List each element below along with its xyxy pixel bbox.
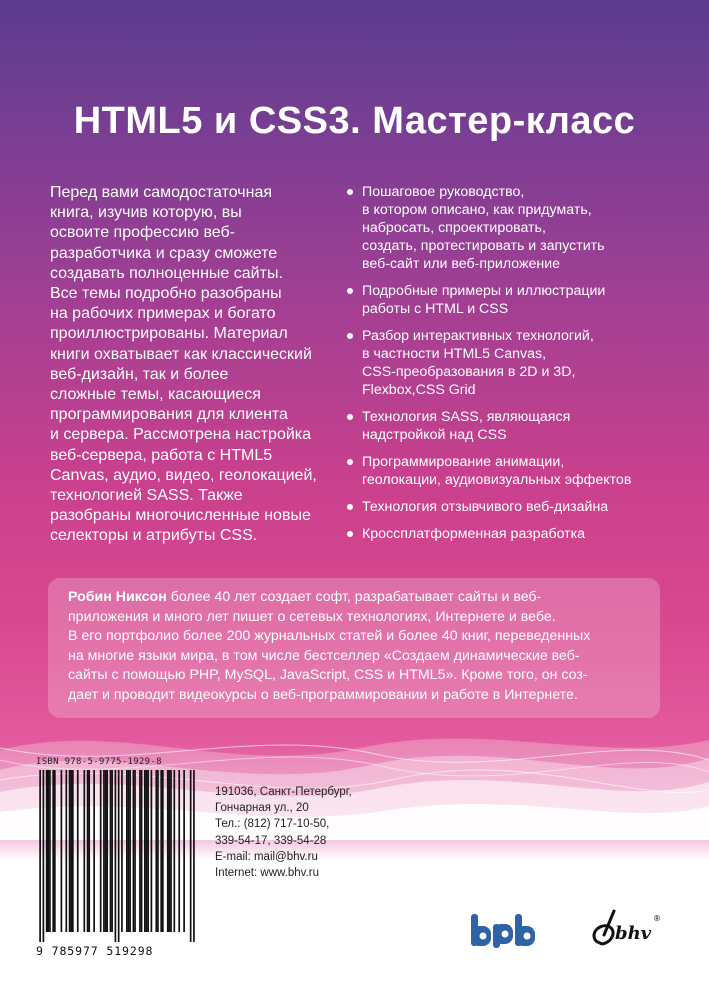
barcode-bar (106, 770, 108, 932)
author-line: дает и проводит видеокурсы о веб-программировании и работе в Интернете. (68, 686, 578, 703)
barcode-bar (144, 770, 146, 932)
description-line: проиллюстрированы. Материал (50, 325, 288, 343)
barcode-bar (151, 770, 153, 932)
description-line: книга, изучив которую, вы (50, 204, 242, 222)
barcode-bar (43, 770, 45, 942)
barcode-bar (52, 770, 54, 932)
barcode-bar (46, 770, 48, 932)
feature-item (344, 282, 674, 318)
address-line: 339-54-17, 339-54-28 (215, 834, 327, 847)
feature-line: Разбор интерактивных технологий, (362, 328, 594, 344)
description-line: селекторы и атрибуты CSS. (50, 527, 258, 545)
barcode-bar (155, 770, 157, 932)
barcode-bar (105, 770, 107, 932)
barcode-bar (100, 770, 102, 932)
barcode-bar (118, 770, 120, 942)
description-line: Перед вами самодостаточная (50, 184, 273, 201)
feature-line: веб-сайт или веб-приложение (362, 256, 561, 272)
barcode-bar (72, 770, 74, 932)
feature-line: набросать, спроектировать, (362, 220, 546, 236)
feature-line: Программирование анимации, (362, 454, 565, 470)
barcode-bar (61, 770, 63, 932)
barcode-bar (65, 770, 67, 932)
address-line: Тел.: (812) 717-10-50, (215, 818, 330, 831)
address-line: Internet: www.bhv.ru (215, 867, 319, 880)
barcode-bar (133, 770, 135, 932)
barcode-bar (167, 770, 169, 932)
book-title: HTML5 и CSS3. Мастер-класс (73, 100, 636, 142)
author-line: на многие языки мира, в том числе бестселлер «Создаем динамические веб- (68, 647, 580, 664)
description-line: книги охватывает как классический (50, 345, 312, 363)
barcode-bar (170, 770, 172, 932)
barcode-icon (36, 770, 198, 942)
address-line: Гончарная ул., 20 (215, 802, 309, 815)
author-line: сайты с помощью PHP, MySQL, JavaScript, CSS и HTML5». Кроме того, он соз- (68, 667, 588, 684)
barcode-bar (70, 770, 72, 932)
bullet-icon (347, 288, 353, 294)
bullet-icon (347, 459, 353, 465)
feature-line: Кроссплатформенная разработка (362, 526, 586, 542)
bpb-logo-icon (470, 912, 536, 948)
feature-item (344, 453, 674, 489)
description-line: и сервера. Рассмотрена настройка (50, 426, 312, 444)
feature-line: Flexbox,CSS Grid (362, 382, 476, 398)
address-line: 191036, Санкт-Петербург, (215, 786, 352, 798)
feature-item (344, 183, 674, 273)
barcode-bar (110, 770, 112, 932)
feature-line: надстройкой над CSS (362, 427, 507, 443)
barcode-bar (77, 770, 79, 932)
publisher-address (215, 784, 352, 881)
barcode-block (36, 757, 198, 960)
barcode-bar (160, 770, 162, 932)
feature-item (344, 327, 674, 399)
feature-line: CSS-преобразования в 2D и 3D, (362, 364, 576, 380)
description-line: освоите профессию веб- (50, 224, 235, 242)
feature-line: Подробные примеры и иллюстрации (362, 283, 606, 299)
description-line: на рабочих примерах и богато (50, 305, 276, 323)
author-line: В его портфолио более 200 журнальных статей и более 40 книг, переведенных (68, 628, 591, 645)
barcode-bar (183, 770, 185, 932)
feature-line: геолокации, аудиовизуальных эффектов (362, 472, 632, 488)
book-description (50, 183, 335, 547)
barcode-bar (126, 770, 128, 932)
barcode-bar (47, 770, 49, 932)
description-line: разобраны многочисленные новые (50, 507, 311, 525)
author-line (68, 588, 648, 608)
feature-line: работы с HTML и CSS (362, 301, 509, 317)
barcode-bar (129, 770, 131, 932)
feature-list (344, 183, 674, 552)
barcode-bar (139, 770, 141, 932)
description-line: сложные темы, касающиеся (50, 386, 261, 404)
barcode-bar (69, 770, 71, 932)
barcode-bar (157, 770, 159, 932)
barcode-bar (54, 770, 56, 932)
bhv-logo-icon (590, 905, 662, 949)
barcode-bar (115, 770, 117, 942)
barcode-bar (146, 770, 148, 932)
description-line: программирования для клиента (50, 406, 288, 424)
description-line: Canvas, аудио, видео, геолокацией, (50, 466, 317, 484)
barcode-bar (162, 770, 164, 932)
author-bio (68, 588, 648, 706)
barcode-bar (93, 770, 95, 932)
bhv-logo-text: bhv (615, 923, 652, 944)
feature-item (344, 408, 674, 444)
bullet-icon (347, 531, 353, 537)
address-line: E-mail: mail@bhv.ru (215, 850, 318, 863)
description-line: разработчика и сразу сможете (50, 244, 278, 262)
feature-line: Технология отзывчивого веб-дизайна (362, 499, 609, 515)
barcode-bar (134, 770, 136, 932)
barcode-bar (128, 770, 130, 932)
barcode-bar (103, 770, 105, 932)
description-line: веб-дизайн, так и более (50, 365, 229, 383)
feature-line: Технология SASS, являющаяся (362, 409, 571, 425)
description-line: создавать полноценные сайты. (50, 264, 283, 282)
barcode-bar (141, 770, 143, 932)
barcode-bar (178, 770, 180, 932)
barcode-bar (87, 770, 89, 932)
bullet-icon (347, 189, 353, 195)
description-line: технологией SASS. Также (50, 487, 243, 505)
barcode-bar (169, 770, 171, 932)
bullet-icon (347, 414, 353, 420)
feature-line: в котором описано, как придумать, (362, 202, 592, 218)
barcode-bar (193, 770, 195, 942)
barcode-bar (121, 770, 123, 932)
barcode-bar (147, 770, 149, 932)
author-line: приложения и много лет пишет о сетевых технологиях, Интернете и вебе. (68, 608, 556, 625)
description-line: Все темы подробно разобраны (50, 285, 282, 303)
barcode-bar (190, 770, 192, 942)
barcode-digits: 9 785977 519298 (36, 944, 154, 958)
isbn-label: ISBN 978-5-9775-1929-8 (36, 757, 162, 767)
bullet-icon (347, 504, 353, 510)
barcode-bar (39, 770, 41, 942)
feature-item (344, 525, 674, 543)
barcode-bar (111, 770, 113, 932)
author-name: Робин Никсон (68, 589, 167, 605)
feature-line: Пошаговое руководство, (362, 184, 525, 200)
barcode-bar (83, 770, 85, 932)
feature-line: создать, протестировать и запустить (362, 238, 605, 254)
barcode-bar (173, 770, 175, 932)
description-line: веб-сервера, работа с HTML5 (50, 446, 273, 464)
barcode-bar (49, 770, 51, 932)
feature-line: в частности HTML5 Canvas, (362, 346, 547, 362)
bullet-icon (347, 333, 353, 339)
barcode-bar (88, 770, 90, 932)
registered-mark: ® (653, 914, 661, 923)
author-line-text: более 40 лет создает софт, разрабатывает сайты и веб- (166, 589, 542, 605)
feature-item (344, 498, 674, 516)
